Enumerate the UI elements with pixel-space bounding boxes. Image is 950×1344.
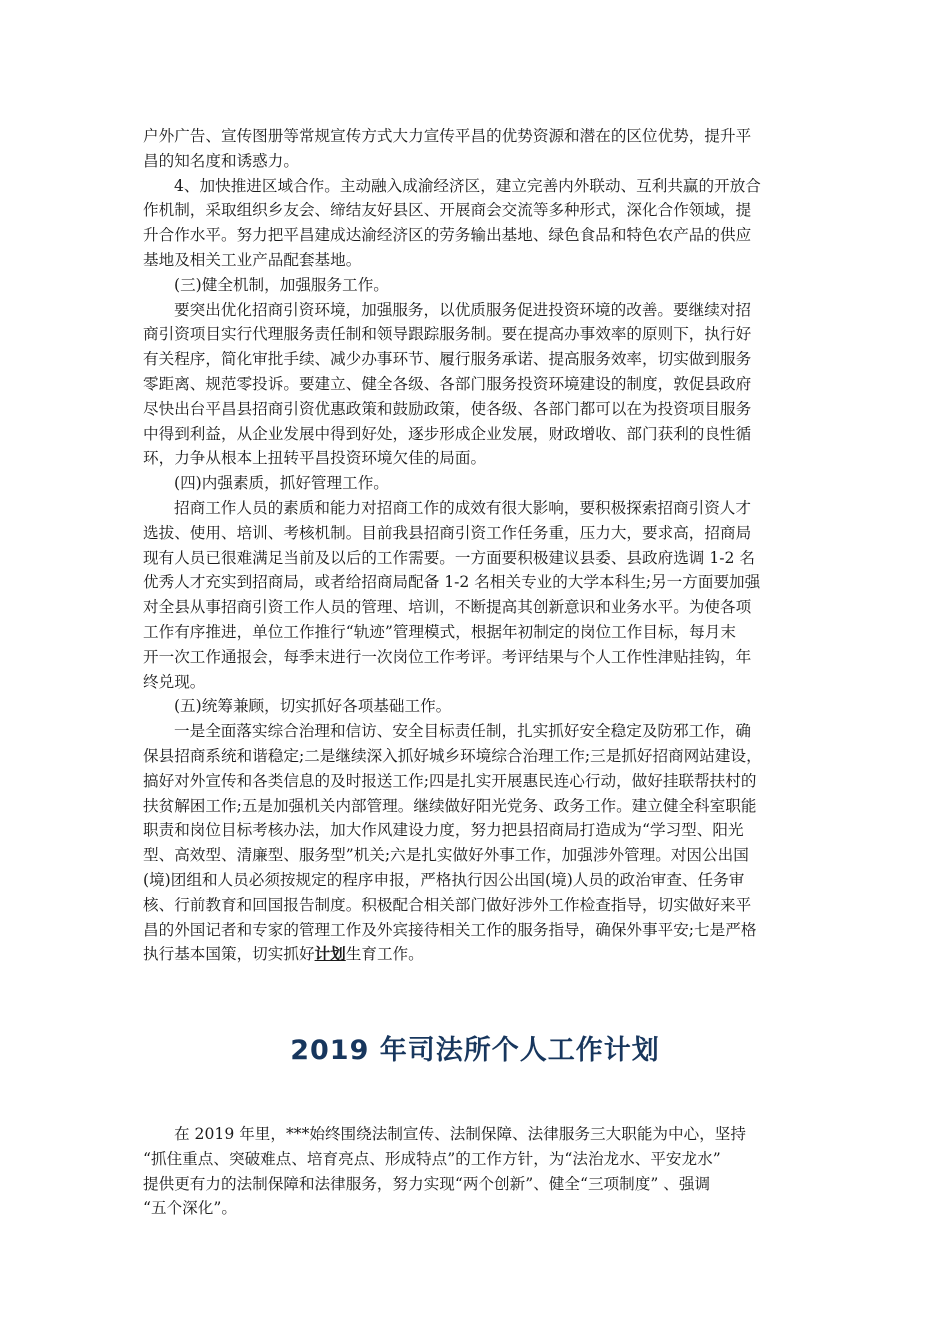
paragraph-line: 作机制，采取组织乡友会、缔结友好县区、开展商会交流等多种形式，深化合作领域，提 [143,201,752,220]
paragraph-line: 优秀人才充实到招商局，或者给招商局配备 1-2 名相关专业的大学本科生;另一方面要加强 [143,573,761,592]
paragraph-line: 招商工作人员的素质和能力对招商工作的成效有很大影响，要积极探索招商引资人才 [174,498,751,517]
paragraph-line: 4、加快推进区域合作。主动融入成渝经济区，建立完善内外联动、互利共赢的开放合 [174,176,761,195]
paragraph-line: 昌的知名度和诱惑力。 [143,151,299,170]
paragraph-line: 开一次工作通报会，每季末进行一次岗位工作考评。考评结果与个人工作性津贴挂钩，年 [143,647,752,666]
paragraph-last-line [143,942,813,967]
paragraph-line: 型、高效型、清廉型、服务型”机关;六是扎实做好外事工作，加强涉外管理。对因公出国 [143,846,749,865]
section-justice-plan [143,1122,813,1221]
paragraph-line: 扶贫解困工作;五是加强机关内部管理。继续做好阳光党务、政务工作。建立健全科室职能 [143,796,757,815]
paragraph-line: 提供更有力的法制保障和法律服务，努力实现“两个创新”、健全“三项制度” 、强调 [143,1174,711,1193]
plan-link[interactable]: 计划 [314,944,346,964]
paragraph-line: 对全县从事招商引资工作人员的管理、培训，不断提高其创新意识和业务水平。为使各项 [143,598,752,617]
paragraph-line: 职责和岗位目标考核办法，加大作风建设力度，努力把县招商局打造成为“学习型、阳光 [143,821,744,840]
subheading-line: (五)统筹兼顾，切实抓好各项基础工作。 [174,697,452,716]
paragraph-line: 一是全面落实综合治理和信访、安全目标责任制，扎实抓好安全稳定及防邪工作，确 [174,722,751,741]
paragraph-line: 保县招商系统和谐稳定;二是继续深入抓好城乡环境综合治理工作;三是抓好招商网站建设， [143,746,762,765]
paragraph-line: 在 2019 年里，***始终围绕法制宣传、法制保障、法律服务三大职能为中心，坚持 [174,1125,746,1143]
paragraph-line: 工作有序推进，单位工作推行“轨迹”管理模式，根据年初制定的岗位工作目标，每月末 [143,622,736,641]
section-plan-body [143,124,813,967]
paragraph-line: 昌的外国记者和专家的管理工作及外宾接待相关工作的服务指导，确保外事平安;七是严格 [143,920,757,939]
last-line-suffix: 生育工作。 [345,945,424,964]
last-line-prefix: 执行基本国策，切实抓好 [143,945,315,964]
paragraph-line: 户外广告、宣传图册等常规宣传方式大力宣传平昌的优势资源和潜在的区位优势，提升平 [143,127,752,145]
paragraph-line: “五个深化”。 [143,1199,237,1218]
paragraph-line: 环，力争从根本上扭转平昌投资环境欠佳的局面。 [143,449,487,468]
subheading-line: (四)内强素质，抓好管理工作。 [174,474,389,493]
paragraph-line: 尽快出台平昌县招商引资优惠政策和鼓励政策，使各级、各部门都可以在为投资项目服务 [143,399,752,418]
paragraph-line: 核、行前教育和回国报告制度。积极配合相关部门做好涉外工作检查指导，切实做好来平 [143,895,752,914]
paragraph-line: 商引资项目实行代理服务责任制和领导跟踪服务制。要在提高办事效率的原则下，执行好 [143,325,752,344]
paragraph-line: 终兑现。 [143,672,206,691]
paragraph-line: 零距离、规范零投诉。要建立、健全各级、各部门服务投资环境建设的制度，敦促县政府 [143,374,752,393]
subheading-line: (三)健全机制，加强服务工作。 [174,275,389,294]
paragraph-line: 选拔、使用、培训、考核机制。目前我县招商引资工作任务重，压力大，要求高，招商局 [143,523,752,542]
paragraph-line: 升合作水平。努力把平昌建成达渝经济区的劳务输出基地、绿色食品和特色农产品的供应 [143,226,752,245]
paragraph-line: 有关程序，简化审批手续、减少办事环节、履行服务承诺、提高服务效率，切实做到服务 [143,350,752,369]
paragraph-line: 要突出优化招商引资环境，加强服务，以优质服务促进投资环境的改善。要继续对招 [174,300,751,319]
paragraph-line: 基地及相关工业产品配套基地。 [143,250,362,269]
document-heading: 2019 年司法所个人工作计划 [290,1035,660,1066]
paragraph-line: “抓住重点、突破难点、培育亮点、形成特点”的工作方针，为“法治龙水、平安龙水” [143,1149,721,1168]
paragraph-line: (境)团组和人员必须按规定的程序申报，严格执行因公出国(境)人员的政治审查、任务审 [143,870,745,889]
paragraph-line: 中得到利益，从企业发展中得到好处，逐步形成企业发展，财政增收、部门获利的良性循 [143,424,752,443]
paragraph-line: 搞好对外宣传和各类信息的及时报送工作;四是扎实开展惠民连心行动，做好挂联帮扶村的 [143,771,757,790]
paragraph-line: 现有人员已很难满足当前及以后的工作需要。一方面要积极建议县委、县政府选调 1-2 名 [143,548,755,567]
